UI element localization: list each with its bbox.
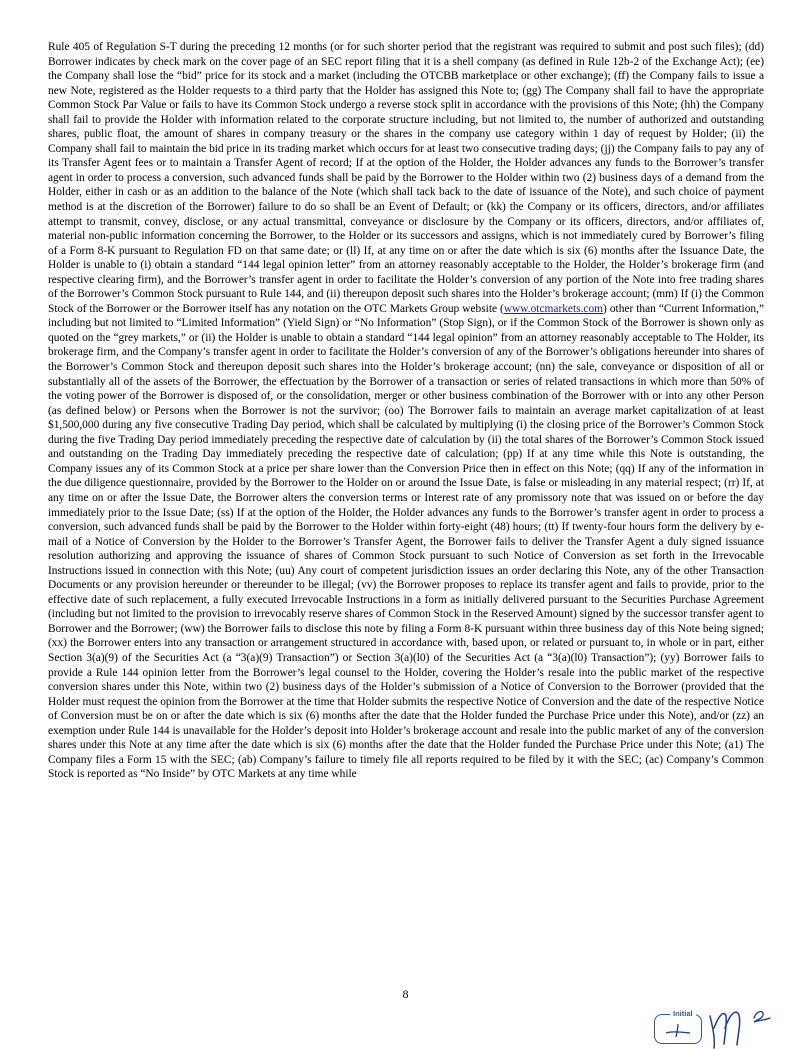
initial-label: Initial <box>670 1009 696 1018</box>
paragraph-text-before-link: Rule 405 of Regulation S-T during the preceding 12 months (or for such shorter period that the registrant was required to submit and post such files); (dd) Borrower indicates by check mark on the cover page of an SEC report filing that it is a shell company (as defined in Rule 12b-2 of the Exchange Act); (ee) the Company shall lose the “bid” price for its stock and a market (including the OTCBB marketplace or other exchange); (ff) the Company fails to issue a new Note, registered as the Holder requests to a third party that the Holder has assigned this Note to; (gg) The Company shall fail to have the appropriate Common Stock Par Value or fails to have its Common Stock undergo a reverse stock split in accordance with the provisions of this Note; (hh) the Company shall fail to provide the Holder with information related to the corporate structure including, but not limited to, the number of authorized and outstanding shares, public float, the amount of shares in company treasury or the shares in the company use category within 1 day of request by Holder; (ii) the Company shall fail to maintain the bid price in its trading market which occurs for at least two consecutive trading days; (jj) the Company fails to pay any of its Transfer Agent fees or to maintain a Transfer Agent of record; If at the option of the Holder, the Holder advances any funds to the Borrower’s transfer agent in order to process a conversion, such advanced funds shall be paid by the Borrower to the Holder within two (2) business days of a demand from the Holder, either in cash or as an addition to the balance of the Note (which shall tack back to the date of issuance of the Note), and such choice of payment method is at the discretion of the Borrower) failure to do so shall be an Event of Default; or (kk) the Company or its officers, directors, and/or affiliates attempt to transmit, convey, disclose, or any actual transmittal, conveyance or disclosure by the Company or its officers, directors, and/or affiliates of, material non-public information concerning the Borrower, to the Holder or its successors and assigns, which is not immediately cured by Borrower’s filing of a Form 8-K pursuant to Regulation FD on that same date; or (ll) If, at any time on or after the date which is six (6) months after the Issuance Date, the Holder is unable to (i) obtain a standard “144 legal opinion letter” from an attorney reasonably acceptable to the Holder, the Holder’s brokerage firm (and respective clearing firm), and the Borrower’s transfer agent in order to facilitate the Holder’s conversion of any portion of the Note into free trading shares of the Borrower’s Common Stock pursuant to Rule 144, and (ii) thereupon deposit such shares into the Holder’s brokerage account; (mm) If (i) the Common Stock of the Borrower or the Borrower itself has any notation on the OTC Markets Group website ( <box>48 41 764 315</box>
initials-signature-icon <box>704 1004 784 1050</box>
document-page <box>48 40 764 782</box>
otc-markets-link[interactable]: www.otcmarkets.com <box>503 302 604 315</box>
paragraph-text-after-link: ) other than “Current Information,” including but not limited to “Limited Information” (Yield Sign) or “No Information” (Stop Sign), or if the Common Stock of the Borrower is shown only as quoted on the “grey markets,” or (ii) the Holder is unable to obtain a standard “144 legal opinion” from an attorney reasonably acceptable to The Holder, its brokerage firm, and the Company’s transfer agent in order to facilitate the Holder’s conversion of any of the Borrower’s obligations hereunder into shares of the Borrower’s Common Stock and thereupon deposit such shares into the Holder’s brokerage account; (nn) the sale, conveyance or disposition of all or substantially all of the assets of the Borrower, the effectuation by the Borrower of a transaction or series of related transactions in which more than 50% of the voting power of the Borrower is disposed of, or the consolidation, merger or other business combination of the Borrower with or into any other Person (as defined below) or Persons when the Borrower is not the survivor; (oo) The Borrower fails to maintain an average market capitalization of at least $1,500,000 during any five consecutive Trading Day period, which shall be calculated by multiplying (i) the closing price of the Borrower’s Common Stock during the five Trading Day period immediately preceding the respective date of calculation by (ii) the total shares of the Borrower’s Common Stock issued and outstanding on the Trading Day immediately preceding the respective date of calculation; (pp) If at any time while this Note is outstanding, the Company issues any of its Common Stock at a price per share lower than the Conversion Price then in effect on this Note; (qq) If any of the information in the due diligence questionnaire, provided by the Borrower to the Holder on or around the Issue Date, is false or misleading in any material respect; (rr) If, at any time on or after the Issue Date, the Borrower alters the conversion terms or Interest rate of any promissory note that was issued on or before the day immediately prior to the Issue Date; (ss) If at the option of the Holder, the Holder advances any funds to the Borrower’s transfer agent in order to process a conversion, such advanced funds shall be paid by the Borrower to the Holder within forty-eight (48) hours; (tt) If twenty-four hours form the delivery by e-mail of a Notice of Conversion by the Holder to the Borrower’s Transfer Agent, the Borrower fails to deliver the Transfer Agent a duly signed issuance resolution authorizing and approving the issuance of shares of Common Stock pursuant to such Notice of Conversion as set forth in the Irrevocable Instructions issued in connection with this Note; (uu) Any court of competent jurisdiction issues an order declaring this Note, any of the other Transaction Documents or any provision hereunder or thereunder to be illegal; (vv) the Borrower proposes to replace its transfer agent and fails to provide, prior to the effective date of such replacement, a fully executed Irrevocable Instructions in a form as initially delivered pursuant to the Securities Purchase Agreement (including but not limited to the provision to irrevocably reserve shares of Common Stock in the Reserved Amount) signed by the successor transfer agent to Borrower and the Borrower; (ww) the Borrower fails to disclose this note by filing a Form 8-K pursuant within three business day of this Note being signed; (xx) the Borrower enters into any transaction or arrangement structured in accordance with, based upon, or related or pursuant to, in whole or in part, either Section 3(a)(9) of the Securities Act (a “3(a)(9) Transaction”) or Section 3(a)(l0) of the Securities Act (a “3(a)(l0) Transaction”); (yy) Borrower fails to provide a Rule 144 opinion letter from the Borrower’s legal counsel to the Holder, covering the Holder’s resale into the public market of the respective conversion shares under this Note, within two (2) business days of the Holder’s submission of a Notice of Conversion to the Borrower (provided that the Holder must request the opinion from the Borrower at the time that Holder submits the respective Notice of Conversion and the date of the respective Notice of Conversion must be on or after the date which is six (6) months after the date that the Holder funded the Purchase Price under this Note), and/or (zz) an exemption under Rule 144 is unavailable for the Holder’s deposit into Holder’s brokerage account and resale into the public market of any of the conversion shares under this Note at any time after the date which is six (6) months after the date that the Holder funded the Purchase Price under this Note; (a1) The Company files a Form 15 with the SEC; (ab) Company’s failure to timely file all reports required to be filed by it with the SEC; (ac) Company’s Common Stock is reported as “No Inside” by OTC Markets at any time while <box>48 302 764 781</box>
body-paragraph <box>48 40 764 782</box>
page-number: 8 <box>402 987 409 1001</box>
initial-mark-icon <box>660 1018 700 1042</box>
